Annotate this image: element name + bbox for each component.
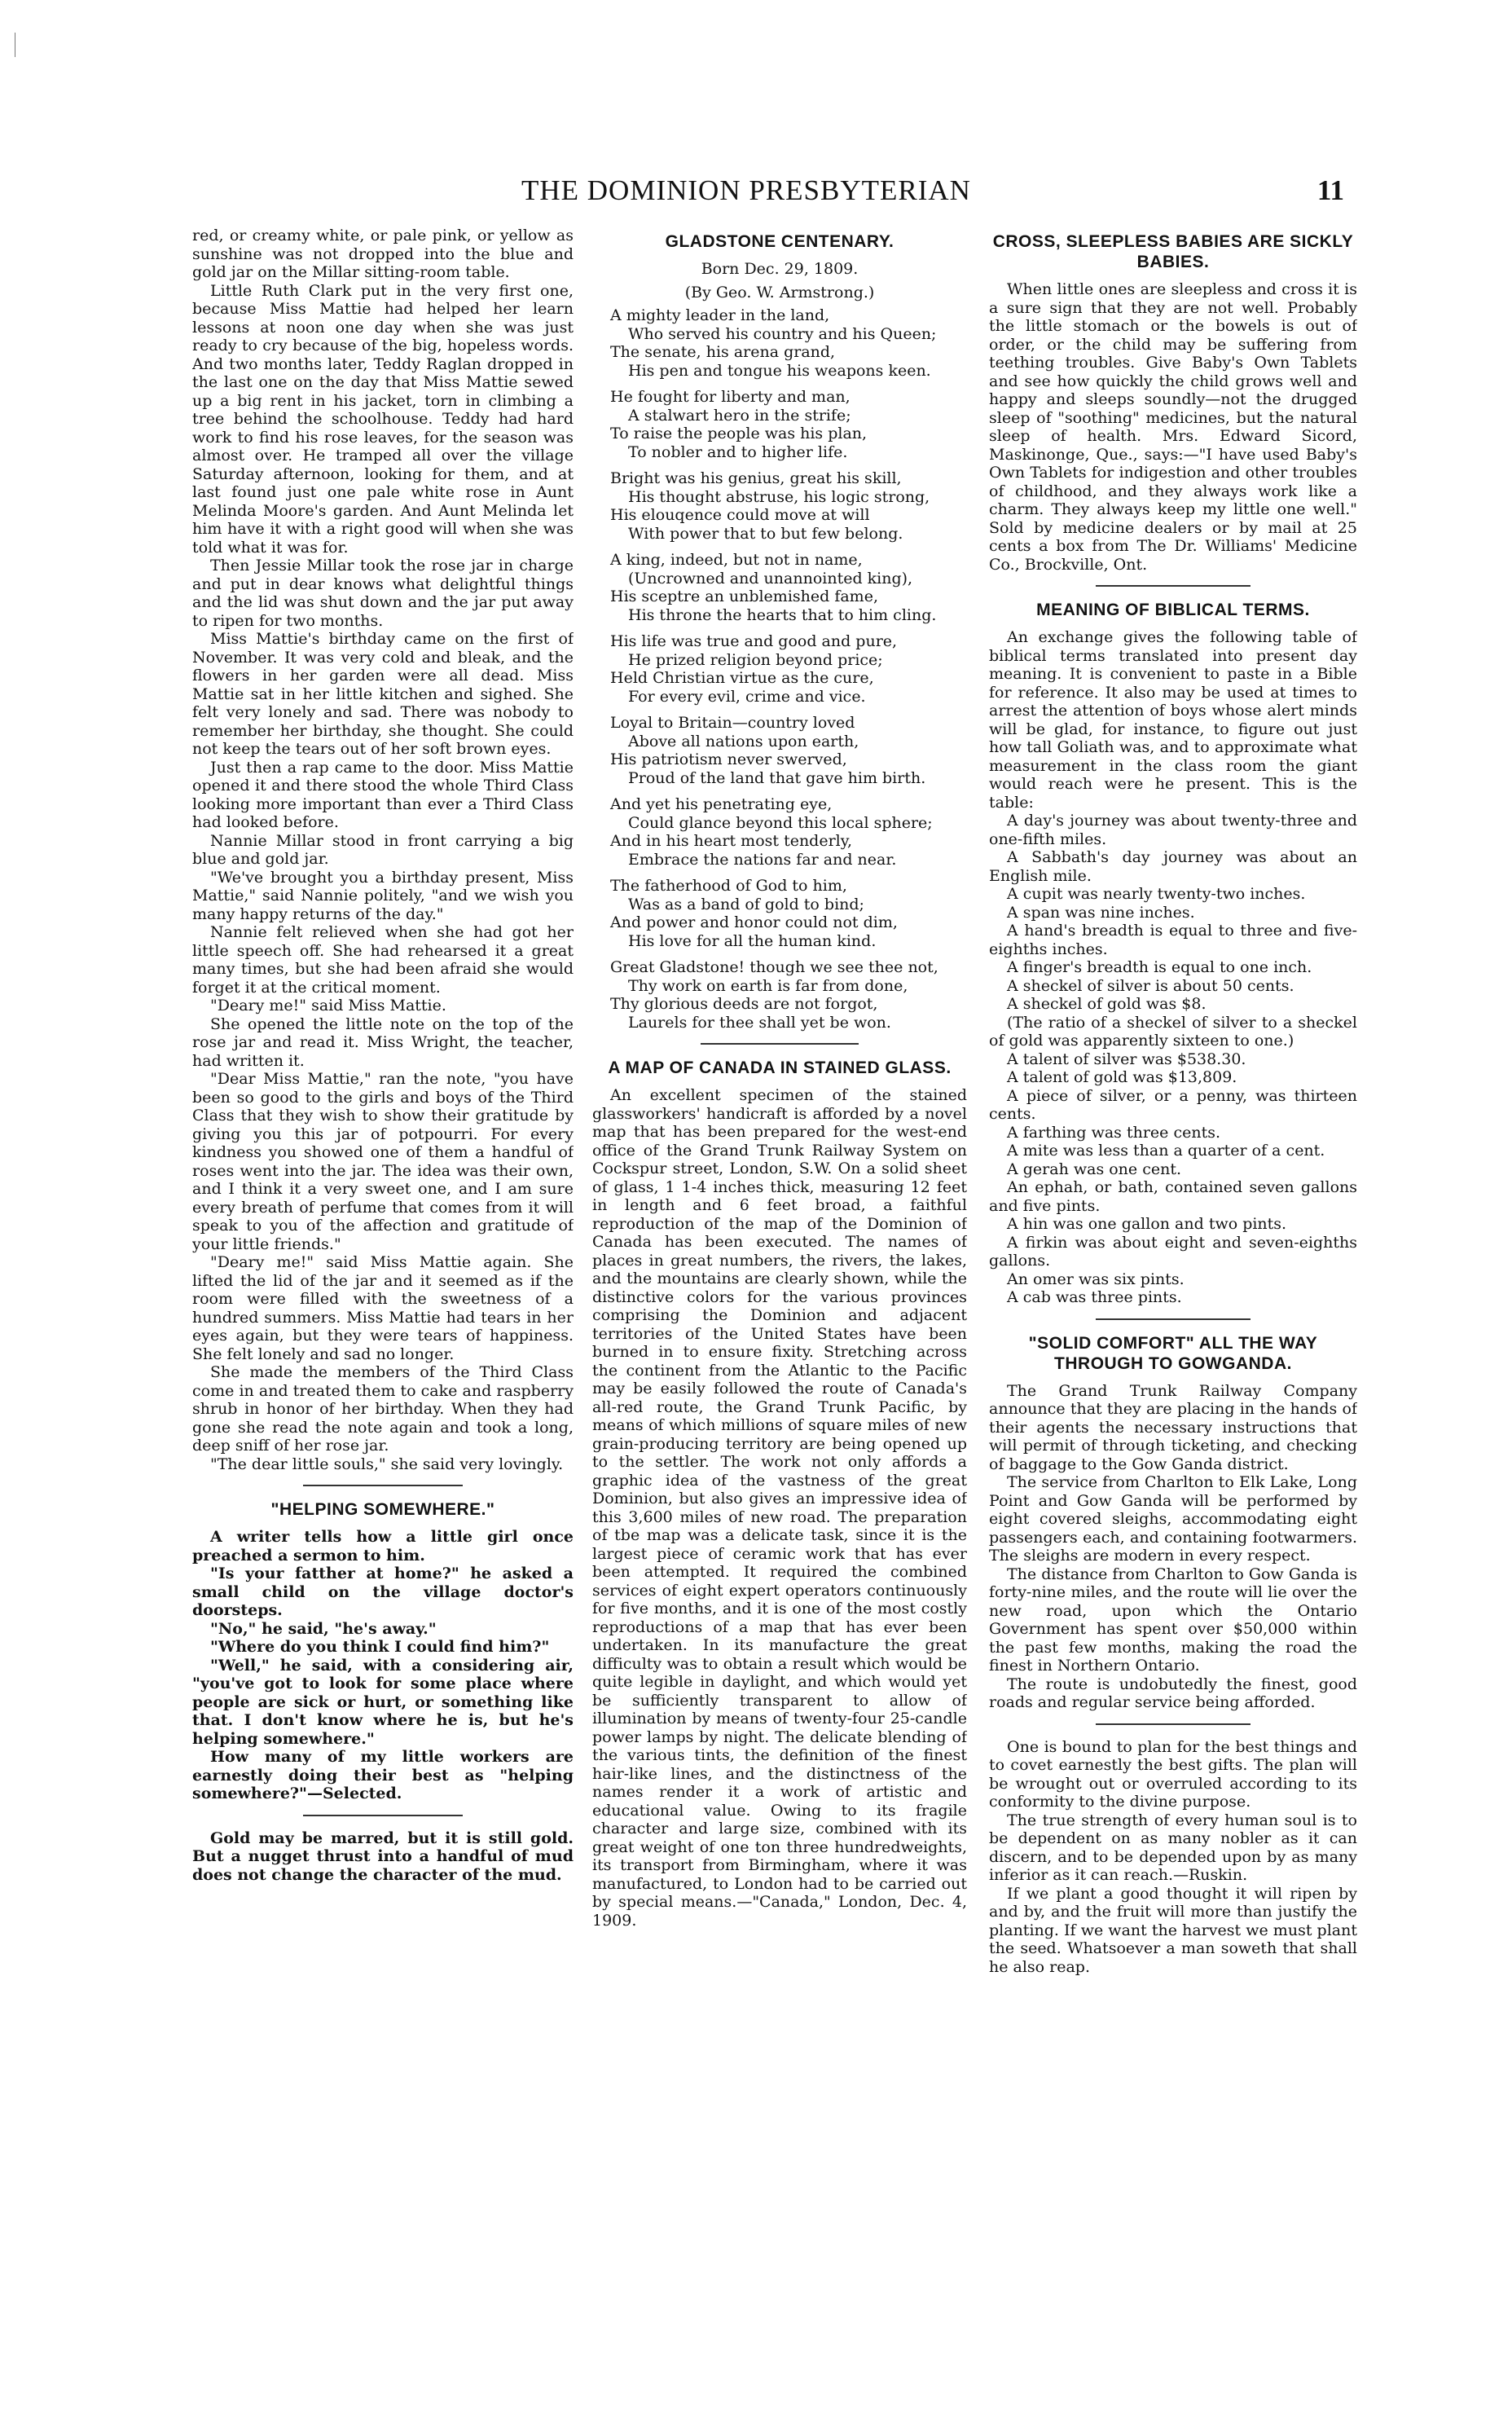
page-header bbox=[187, 174, 1344, 212]
paragraph: "Well," he said, with a considering air, "you've got to look for some place where people are sick or hurt, or something like that. I don't know where he is, but he's helping somewhere." bbox=[192, 1656, 574, 1748]
paragraph: A hin was one gallon and two pints. bbox=[1007, 1215, 1287, 1233]
paragraph: Just then a rap came to the door. Miss Mattie opened it and there stood the whole Third Class looking more important than ever a Third Class had looked before. bbox=[192, 758, 574, 831]
poem-stanza bbox=[592, 795, 967, 869]
poem-line: Thy glorious deeds are not forgot, bbox=[610, 995, 878, 1013]
poem-line: For every evil, crime and vice. bbox=[628, 687, 866, 706]
poem-line: Laurels for thee shall yet be won. bbox=[628, 1013, 891, 1032]
poem-line: Bright was his genius, great his skill, bbox=[610, 469, 902, 487]
paragraph: The route is undobutedly the finest, good roads and regular service being afforded. bbox=[989, 1675, 1357, 1711]
poem-line: A stalwart hero in the strife; bbox=[628, 406, 851, 425]
poem-line: The senate, his arena grand, bbox=[610, 343, 836, 361]
poem-line: Thy work on earth is far from done, bbox=[628, 976, 908, 995]
divider bbox=[303, 1815, 464, 1816]
article-heading-gladstone: GLADSTONE CENTENARY. bbox=[665, 232, 894, 251]
poem-line: And power and honor could not dim, bbox=[610, 913, 898, 931]
poem-line: To raise the people was his plan, bbox=[610, 425, 868, 442]
paragraph: When little ones are sleepless and cross it is a sure sign that they are not well. Probably the little stomach or the bowels is out of order, or the child may be suffering from teething troubles. Give Baby's Own Tablets and see how quickly the child grows well and happy and sleeps soundly—not the drugged sleep of "soothing" medicines, but the natural sleep of health. Mrs. Edward Sicord, Maskinonge, Que., says:—"I have used Baby's Own Tablets for indigestion and other troubles of childhood, and they always work like a charm. They always keep my little one well." Sold by medicine dealers or by mail at 25 cents a box from The Dr. Williams' Medicine Co., Brockville, Ont. bbox=[989, 280, 1357, 574]
paragraph: "We've brought you a birthday present, Miss Mattie," said Nannie politely, "and we wish you many happy returns of the day." bbox=[192, 868, 574, 923]
paragraph: The Grand Trunk Railway Company announce that they are placing in the hands of their agents the necessary instructions that will permit of through ticketing, and checking of baggage to the Gow Ganda district. bbox=[989, 1381, 1357, 1473]
article-heading-helping: "HELPING SOMEWHERE." bbox=[270, 1500, 495, 1519]
paragraph: A cupit was nearly twenty-two inches. bbox=[1007, 885, 1306, 903]
poem-line: His life was true and good and pure, bbox=[610, 632, 898, 650]
paragraph: An omer was six pints. bbox=[1007, 1270, 1185, 1288]
paragraph: The distance from Charlton to Gow Ganda is forty-nine miles, and the route will lie over the new road, upon which the Ontario Government has spent over $50,000 within the past few months, making the road the finest in Northern Ontario. bbox=[989, 1565, 1357, 1675]
poem-stanza bbox=[592, 958, 967, 1032]
poem-line: He prized religion beyond price; bbox=[628, 650, 883, 669]
paragraph: "The dear little souls," she said very lovingly. bbox=[210, 1455, 564, 1473]
divider bbox=[1096, 1723, 1250, 1725]
paragraph: A talent of silver was $538.30. bbox=[1007, 1050, 1246, 1068]
poem-line: And in his heart most tenderly, bbox=[610, 832, 852, 850]
paragraph: Little Ruth Clark put in the very first one, because Miss Mattie had helped her learn lessons at noon one day when she was just ready to cry because of the big, hopeless words. And two months later, Teddy Raglan dropped in the last one on the day that Miss Mattie sewed up a big rent in his jacket, torn in climbing a tree behind the schoolhouse. Teddy had hard work to find his rose leaves, for the season was almost over. He tramped all over the village Saturday afternoon, looking for them, and at last found just one pale white rose in Aunt Melinda Moore's garden. And Aunt Melinda let him have it with a right good will when she was told what it was for. bbox=[192, 281, 574, 557]
paragraph: red, or creamy white, or pale pink, or yellow as sunshine was not dropped into the blue and gold jar on the Millar sitting-room table. bbox=[192, 227, 574, 281]
poem-line: Held Christian virtue as the cure, bbox=[610, 669, 874, 687]
paragraph: "Dear Miss Mattie," ran the note, "you have been so good to the girls and boys of the Third Class that they wish to show their gratitude by giving you this jar of potpourri. For every kindness you showed one of them a handful of roses went into the jar. The idea was their own, and I think it a very sweet one, and I am sure every breath of perfume that comes from it will speak to you of the affection and gratitude of your little friends." bbox=[192, 1070, 574, 1253]
divider bbox=[1096, 1318, 1250, 1320]
paragraph: A sheckel of gold was $8. bbox=[1007, 995, 1207, 1013]
poem-line: A mighty leader in the land, bbox=[610, 306, 830, 324]
divider bbox=[303, 1485, 464, 1486]
poem-line: Above all nations upon earth, bbox=[628, 732, 859, 750]
article-heading-biblical-terms: MEANING OF BIBLICAL TERMS. bbox=[1036, 601, 1310, 619]
divider bbox=[1096, 585, 1250, 587]
poem-line: With power that to but few belong. bbox=[628, 524, 903, 543]
paragraph: A sheckel of silver is about 50 cents. bbox=[1007, 976, 1294, 995]
solid-comfort-text bbox=[989, 1382, 1357, 1712]
poem-line: He fought for liberty and man, bbox=[610, 388, 850, 406]
paragraph: A mite was less than a quarter of a cent. bbox=[1007, 1142, 1325, 1160]
poem-stanza bbox=[592, 388, 967, 461]
paragraph: Gold may be marred, but it is still gold. But a nugget thrust into a handful of mud does not change the character of the mud. bbox=[192, 1829, 574, 1884]
poem-line: His sceptre an unblemished fame, bbox=[610, 588, 878, 605]
poem-line: His pen and tongue his weapons keen. bbox=[628, 361, 931, 380]
paragraph: A piece of silver, or a penny, was thirteen cents. bbox=[989, 1086, 1357, 1123]
poem-line: His throne the hearts that to him cling. bbox=[628, 605, 937, 624]
paragraph: One is bound to plan for the best things and to covet earnestly the best gifts. The plan will be wrought out or overruled according to its conformity to the divine purpose. bbox=[989, 1737, 1357, 1811]
paragraph: An excellent specimen of the stained glassworkers' handicraft is afforded by a novel map that has been prepared for the west-end office of the Grand Trunk Railway System on Cockspur street, London, S.W. On a solid sheet of glass, 1 1-4 inches thick, measuring 12 feet in length and 6 feet broad, a faithful reproduction of the map of the Dominion of Canada has been executed. The names of places in great numbers, the rivers, the lakes, and the mountains are clearly shown, while the distinctive colors for the various provinces comprising the Dominion and adjacent territories of the United States have been burned in to ensure fixity. Stretching across the continent from the Atlantic to the Pacific may be easily followed the route of Canada's all-red route, the Grand Trunk Pacific, by means of which millions of square miles of new grain-producing territory are being opened up to the settler. The work not only affords a graphic idea of the vastness of the great Dominion, but also gives an impressive idea of this 3,600 miles of new road. The preparation of tbe map was a delicate task, since it is the largest piece of ceramic work that has ever been attempted. It required the combined services of eight expert operators continuously for five months, and it is one of the most costly reproductions of a map that has ever been undertaken. In its manufacture the great difficulty was to obtain a result which would be quite legible in daylight, and which would yet be sufficiently transparent to allow of illumination by means of twenty-four 25-candle power lamps by night. The delicate blending of the various tints, the definition of the finest hair-like lines, and the distinctness of the names render it a work of artistic and educational value. Owing to its fragile character and large size, combined with its great weight of one ton three hundredweights, its transport from Birmingham, where it was manufactured, to London had to be carried out by special means.—"Canada," London, Dec. 4, 1909. bbox=[592, 1086, 967, 1930]
poem-line: And yet his penetrating eye, bbox=[610, 795, 833, 813]
poem-line: His love for all the human kind. bbox=[628, 931, 877, 950]
paragraph: A gerah was one cent. bbox=[1007, 1160, 1181, 1178]
paragraph: "Deary me!" said Miss Mattie. bbox=[210, 997, 446, 1014]
paragraph: A hand's breadth is equal to three and five-eighths inches. bbox=[989, 922, 1357, 958]
poem-line: To nobler and to higher life. bbox=[628, 442, 848, 461]
poem-line: Could glance beyond this local sphere; bbox=[628, 813, 933, 832]
paragraph: She opened the little note on the top of the rose jar and read it. Miss Wright, the teacher, had written it. bbox=[192, 1014, 574, 1070]
poem-line: Was as a band of gold to bind; bbox=[628, 895, 864, 913]
born-date: Born Dec. 29, 1809. bbox=[701, 260, 859, 278]
paragraph: (The ratio of a sheckel of silver to a sheckel of gold was apparently sixteen to one.) bbox=[989, 1013, 1357, 1050]
closing-text bbox=[989, 1738, 1357, 1977]
article-heading-cross-babies: CROSS, SLEEPLESS BABIES ARE SICKLY BABIES. bbox=[992, 232, 1354, 271]
poem-stanza bbox=[592, 551, 967, 624]
paragraph: If we plant a good thought it will ripen by and by, and the fruit will more than justify the planting. If we want the harvest we must plant the seed. Whatsoever a man soweth that shall he also reap. bbox=[989, 1884, 1357, 1976]
paragraph: Miss Mattie's birthday came on the first of November. It was very cold and bleak, and the flowers in her garden were all dead. Miss Mattie sat in her little kitchen and sighed. She felt very lonely and sad. There was nobody to remember her birthday, she thought. She could not keep the tears out of her soft brown eyes. bbox=[192, 630, 574, 758]
paragraph: A cab was three pints. bbox=[1007, 1288, 1182, 1306]
paragraph: A Sabbath's day journey was about an English mile. bbox=[989, 848, 1357, 885]
poem-stanza bbox=[592, 469, 967, 543]
paragraph: The true strength of every human soul is to be dependent on as many nobler as it can discern, and to be depended upon by as many inferior as it can reach.—Ruskin. bbox=[989, 1811, 1357, 1884]
paragraph: A firkin was about eight and seven-eighths gallons. bbox=[989, 1233, 1357, 1270]
poem-line: His thought abstruse, his logic strong, bbox=[628, 487, 930, 506]
poem-line: Loyal to Britain—country loved bbox=[610, 714, 855, 732]
poem-line: His elouqence could move at will bbox=[610, 506, 870, 524]
paragraph: A span was nine inches. bbox=[1007, 903, 1195, 922]
biblical-terms-list bbox=[989, 628, 1357, 1307]
article-heading-map: A MAP OF CANADA IN STAINED GLASS. bbox=[608, 1058, 952, 1077]
column-1 bbox=[192, 227, 574, 2296]
paragraph: How many of my little workers are earnestly doing their best as "helping somewhere?"—Selected. bbox=[192, 1748, 574, 1802]
paragraph: A talent of gold was $13,809. bbox=[1007, 1068, 1237, 1086]
paragraph: "Is your fatther at home?" he asked a small child on the village doctor's doorsteps. bbox=[192, 1565, 574, 1619]
poem-stanza bbox=[592, 632, 967, 706]
poem-line: Great Gladstone! though we see thee not, bbox=[610, 958, 938, 976]
poem bbox=[592, 306, 967, 1032]
paragraph: She made the members of the Third Class come in and treated them to cake and raspberry shrub in honor of her birthday. When they had gone she read the note again and took a long, deep sniff of her rose jar. bbox=[192, 1363, 574, 1455]
article-heading-solid-comfort: "SOLID COMFORT" ALL THE WAY THROUGH TO GOWGANDA. bbox=[1028, 1333, 1318, 1373]
column-3 bbox=[989, 227, 1357, 2296]
paragraph: A writer tells how a little girl once preached a sermon to him. bbox=[192, 1528, 574, 1565]
poem-stanza bbox=[592, 714, 967, 787]
paragraph: A finger's breadth is equal to one inch. bbox=[1007, 958, 1312, 976]
paragraph: An ephah, or bath, contained seven gallons and five pints. bbox=[989, 1178, 1357, 1215]
paragraph: "No," he said, "he's away." bbox=[210, 1619, 437, 1638]
poem-line: Proud of the land that gave him birth. bbox=[628, 768, 926, 787]
column-2 bbox=[592, 227, 967, 2296]
paragraph: Then Jessie Millar took the rose jar in charge and put in dear knows what delightful things and the lid was shut down and the jar put away to ripen for two months. bbox=[192, 557, 574, 630]
poem-stanza bbox=[592, 306, 967, 380]
byline: (By Geo. W. Armstrong.) bbox=[684, 283, 875, 301]
paragraph: A farthing was three cents. bbox=[1007, 1123, 1221, 1142]
paragraph: Nannie felt relieved when she had got her little speech off. She had rehearsed it a great many times, but she had been afraid she would forget it at the critical moment. bbox=[192, 923, 574, 997]
poem-stanza bbox=[592, 877, 967, 950]
paragraph: Nannie Millar stood in front carrying a big blue and gold jar. bbox=[192, 831, 574, 868]
poem-line: Who served his country and his Queen; bbox=[628, 324, 937, 343]
paragraph: "Deary me!" said Miss Mattie again. She lifted the lid of the jar and it seemed as if the room were filled with the sweetness of a hundred summers. Miss Mattie had tears in her eyes again, but they were tears of happiness. She felt lonely and sad no longer. bbox=[192, 1253, 574, 1363]
publication-title: THE DOMINION PRESBYTERIAN bbox=[521, 174, 971, 206]
divider bbox=[701, 1043, 858, 1045]
poem-line: (Uncrowned and unannointed king), bbox=[628, 569, 913, 588]
paragraph: "Where do you think I could find him?" bbox=[210, 1638, 550, 1656]
poem-line: Embrace the nations far and near. bbox=[628, 850, 897, 869]
poem-line: A king, indeed, but not in name, bbox=[610, 551, 863, 569]
poem-line: His patriotism never swerved, bbox=[610, 750, 847, 768]
paragraph: The service from Charlton to Elk Lake, Long Point and Gow Ganda will be performed by eight covered sleighs, accommodating eight passengers each, and containing footwarmers. The sleighs are modern in every respect. bbox=[989, 1473, 1357, 1565]
paragraph: An exchange gives the following table of biblical terms translated into present day meaning. It is convenient to paste in a Bible for reference. It also may be used at times to arrest the attention of boys whose alert minds will be glad, for instance, to figure out just how tall Goliath was, and to approximate what measurement in the class room the giant would reach were he present. This is the table: bbox=[989, 628, 1357, 812]
paragraph: A day's journey was about twenty-three and one-fifth miles. bbox=[989, 812, 1357, 848]
poem-line: The fatherhood of God to him, bbox=[610, 877, 847, 895]
page-number: 11 bbox=[1316, 174, 1344, 206]
